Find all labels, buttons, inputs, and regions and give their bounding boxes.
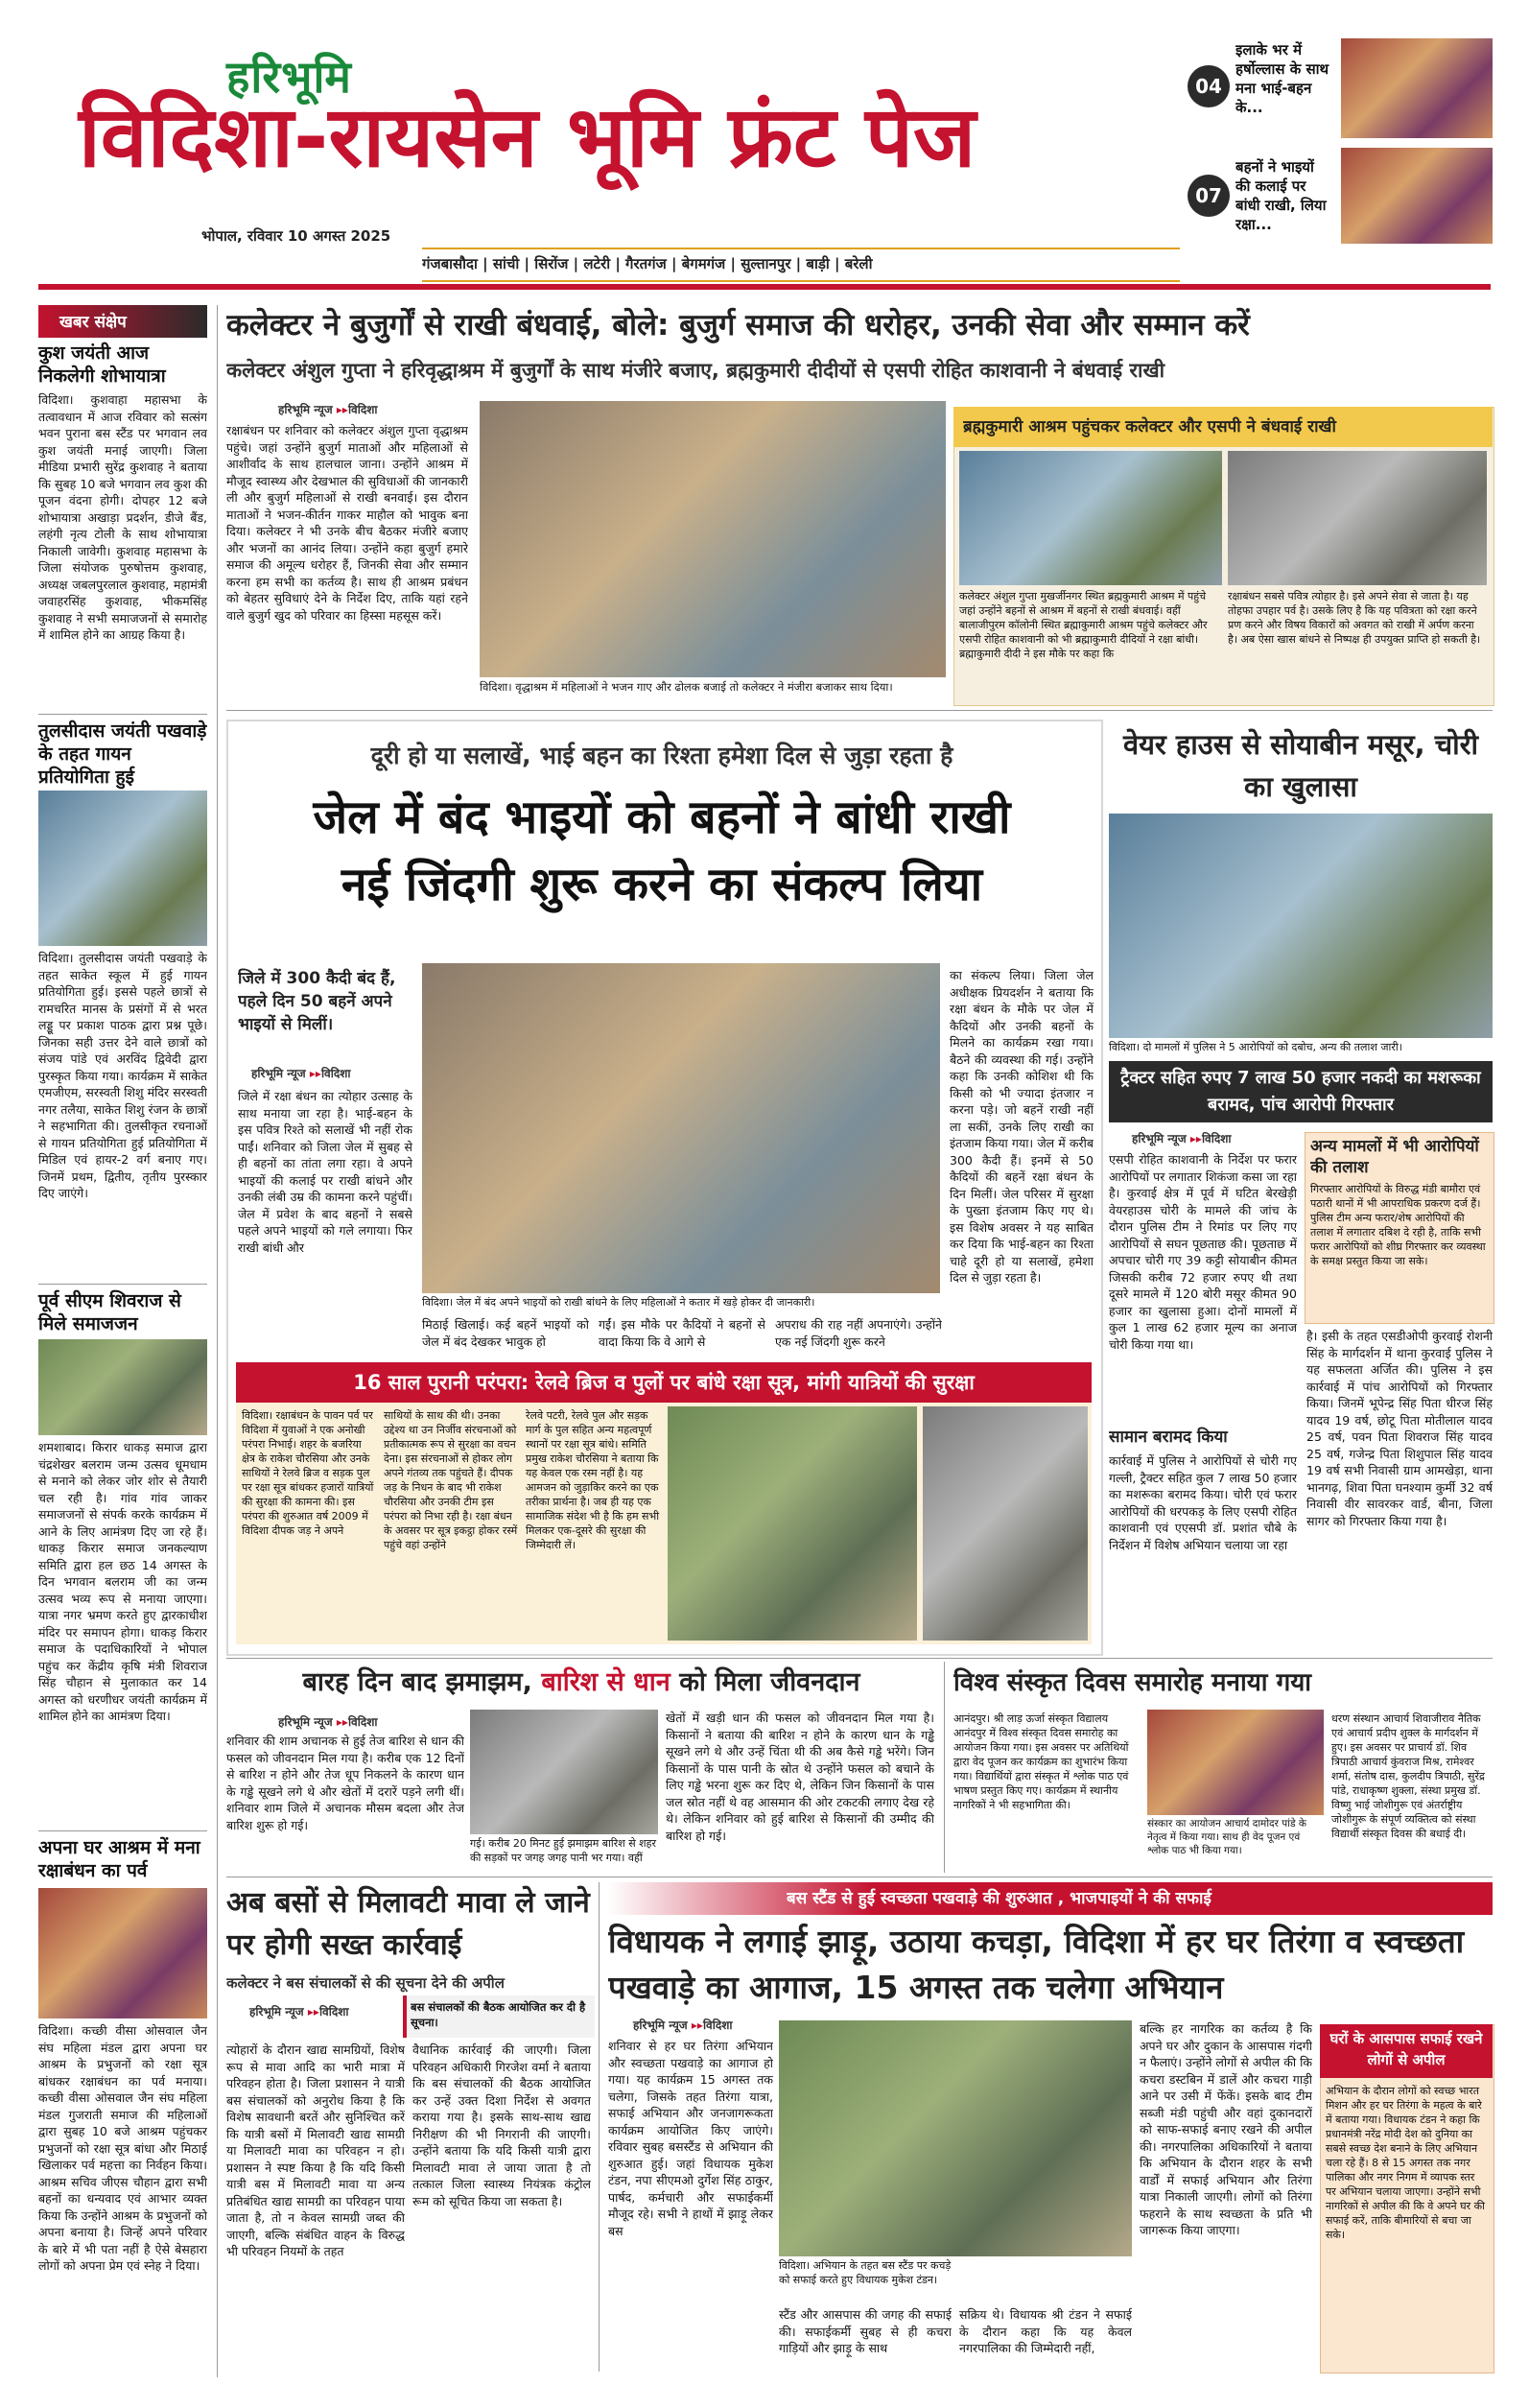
- brief-1-headline: कुश जयंती आज निकलेगी शोभायात्रा: [38, 342, 166, 387]
- collector-photo: [480, 401, 946, 677]
- brand-logo: हरिभूमि: [226, 51, 352, 103]
- teaser-text: इलाके भर में हर्षोल्लास के साथ मना भाई-बहन के...: [1235, 41, 1329, 116]
- brief-3-headline: पूर्व सीएम शिवराज से मिले समाजजन: [38, 1290, 181, 1334]
- warehouse-box-headline: अन्य मामलों में भी आरोपियों की तलाश: [1310, 1137, 1479, 1177]
- cleanliness-body-4: बल्कि हर नागरिक का कर्तव्य है कि अपने घर और दुकान के आसपास गंदगी न फैलाएं। उन्होंने लोगों से अपील की कि कचरा डस्टबिन में डालें और कचरा गाड़ी आने पर उसी में फेंकें। इसके बाद टीम सब्जी मंडी पहुंची और वहां दुकानदारों को साफ-सफाई बनाए रखने की अपील की। नगरपालिका अधिकारियों ने बताया कि अभियान के दौरान शहर के सभी वार्डों में सफाई अभियान और तिरंगा यात्रा निकाली जाएगी। लोगों को तिरंगा फहराने के साथ स्वच्छता के प्रति भी जागरूक किया जाएगा।: [1140, 2021, 1312, 2237]
- warehouse-body-2: कार्रवाई में पुलिस ने आरोपियों से चोरी गए गल्ली, ट्रैक्टर सहित कुल 7 लाख 50 हजार का मशरूका बरामद किया। चोरी एवं फरार आरोपियों की धरपकड़ के लिए एसपी रोहित काशवानी एवं एएसपी डॉ. प्रशांत चौबे के निर्देशन में विशेष अभियान चलाया जा रहा: [1109, 1453, 1297, 1552]
- column-divider: [217, 305, 218, 2377]
- divider: [38, 714, 207, 715]
- rain-headline-b: बारिश से धान: [541, 1667, 670, 1697]
- rain-headline-a: बारह दिन बाद झमाझम,: [302, 1667, 532, 1697]
- city-item[interactable]: बरेली: [844, 255, 873, 272]
- bus-note: बस संचालकों की बैठक आयोजित कर दी है सूचना।: [411, 2000, 586, 2029]
- city-item[interactable]: बेगमगंज: [681, 255, 726, 272]
- jail-body-4: अपराध की राह नहीं अपनाएंगे। उन्होंने एक नई जिंदगी शुरू करने: [775, 1317, 942, 1349]
- jail-headline-1: जेल में बंद भाइयों को बहनों ने बांधी राखी: [313, 791, 1011, 844]
- teaser-photo: [1341, 148, 1493, 244]
- jail-body-2: मिठाई खिलाई। कई बहनें भाइयों को जेल में बंद देखकर भावुक हो: [422, 1317, 589, 1349]
- divider: [38, 1830, 207, 1831]
- bus-subhead: कलेक्टर ने बस संचालकों से की सूचना देने की अपील: [226, 1974, 505, 1992]
- collector-subhead: कलेक्टर अंशुल गुप्ता ने हरिवृद्धाश्रम में बुजुर्गों के साथ मंजीरे बजाए, ब्रह्मकुमारी दीदीयों से एसपी रोहित काशवानी ने बंधवाई राखी: [226, 359, 1165, 382]
- jail-kicker: दूरी हो या सलाखें, भाई बहन का रिश्ता हमेशा दिल से जुड़ा रहता है: [370, 742, 953, 769]
- sidebar-caption-2: रक्षाबंधन सबसे पवित्र त्योहार है। इसे अपने सेवा से जाता है। यह तोहफा उपहार पर्व है। उसके लिए है कि यह पवित्रता को रक्षा करने प्रण करने और विषय विकारों को अवगत को राखी में अर्पण करना है। अब ऐसा खास बांधने से निष्पक्ष ही उपयुक्त प्राप्ति हो सकती है।: [1228, 590, 1481, 646]
- jail-body-5: का संकल्प लिया। जिला जेल अधीक्षक प्रियदर्शन ने बताया कि रक्षा बंधन के मौके पर जेल में कैदियों और उनकी बहनों के मिलने का कार्यक्रम रखा गया। बैठने की व्यवस्था की गई। उन्होंने कहा कि उनकी कोशिश थी कि किसी को भी ज्यादा इंतजार न करना पड़े। जो बहनें राखी नहीं ला सकीं, उनके लिए राखी का इंतजाम किया गया। जेल में करीब 300 कैदी हैं। इनमें से 50 कैदियों की बहनें रक्षा बंधन के दिन मिलीं। जेल परिसर में सुरक्षा के पुख्ता इंतजाम किए गए थे। इस विशेष अवसर ने यह साबित कर दिया कि भाई-बहन का रिश्ता चाहे दूरी हो या सलाखें, हमेशा दिल से जुड़ा रहता है।: [950, 968, 1094, 1285]
- city-strip: गंजबासौदा | सांची | सिरोंज | लटेरी | गैरतगंज | बेगमगंज | सुल्तानपुर | बाड़ी | बरेली: [422, 248, 1180, 282]
- jail-headline-2: नई जिंदगी शुरू करने का संकल्प लिया: [341, 858, 983, 911]
- photo-caption: विदिशा। दो मामलों में पुलिस ने 5 आरोपियों को दबोच, अन्य की तलाश जारी।: [1109, 1041, 1402, 1053]
- teaser-2[interactable]: [1180, 148, 1496, 253]
- warehouse-body-3: है। इसी के तहत एसडीओपी कुरवाई रोशनी सिंह के मार्गदर्शन में थाना कुरवाई पुलिस ने यह सफलता अर्जित की। पुलिस ने इस कार्रवाई में पांच आरोपियों को गिरफ्तार किया। जिनमें भूपेन्द्र सिंह पिता धीरज सिंह यादव 19 वर्ष, छोटू पिता मोतीलाल यादव 25 वर्ष, पवन पिता शिवराज सिंह यादव 25 वर्ष, गजेन्द्र पिता शिशुपाल सिंह यादव 19 वर्ष सभी निवासी ग्राम आमखेड़ा, थाना भानगढ़, शिवा पिता घनश्याम कुर्मी 32 वर्ष निवासी वीर सावरकर वार्ड, बीना, जिला सागर को गिरफ्तार किया गया है।: [1306, 1329, 1493, 1528]
- warehouse-box-body: गिरफ्तार आरोपियों के विरुद्ध मंडी बामौरा एवं पठारी थानों में भी आपराधिक प्रकरण दर्ज हैं। पुलिस टीम अन्य फरार/शेष आरोपियों की तलाश में लगातार दबिश दे रही है, ताकि सभी फरार आरोपियों को शीघ्र गिरफ्तार कर व्यवस्था के समक्ष प्रस्तुत किया जा सके।: [1310, 1183, 1486, 1267]
- cleanliness-kicker: बस स्टैंड से हुई स्वच्छता पखवाड़े की शुरुआत , भाजपाइयों ने की सफाई: [787, 1889, 1211, 1908]
- rain-body-1: शनिवार की शाम अचानक से हुई तेज बारिश से धान की फसल को जीवनदान मिल गया है। करीब एक 12 दिनों से बारिश न होने और तेज धूप निकलने के कारण धान के गड्ढे सूखने लगे थे और खेतों में दरारें पड़ने लगी थीं। शनिवार शाम जिले में अचानक मौसम बदला और तेज बारिश शुरू हो गई।: [226, 1734, 464, 1832]
- cleanliness-box-body: अभियान के दौरान लोगों को स्वच्छ भारत मिशन और हर घर तिरंगा के महत्व के बारे में बताया गया। विधायक टंडन ने कहा कि प्रधानमंत्री नरेंद्र मोदी देश को दुनिया का सबसे स्वच्छ देश बनाने के लिए अभियान चला रहे हैं। 8 से 15 अगस्त तक नगर पालिका और नगर निगम में व्यापक स्तर पर अभियान चलाया जाएगा। उन्होंने सभी नागरिकों से अपील की कि वे अपने घर की सफाई करें, ताकि बीमारियों से बचा जा सके।: [1326, 2085, 1485, 2241]
- teaser-1[interactable]: [1180, 38, 1496, 144]
- teaser-photo: [1341, 38, 1493, 138]
- city-item[interactable]: सिरोंज: [534, 255, 569, 272]
- column-divider: [599, 1882, 600, 2372]
- brief-1-body: विदिशा। कुशवाहा महासभा के तत्वावधान में आज रविवार को सत्संग भवन पुराना बस स्टैंड पर भगवान लव कुश जयंती मनाई जाएगी। जिला मीडिया प्रभारी सुरेंद्र कुशवाह ने बताया कि सुबह 10 बजे भगवान लव कुश की पूजन वंदना होगी। दोपहर 12 बजे शोभायात्रा अखाड़ा प्रदर्शन, डीजे बैंड, लहंगी नृत्य टोली के साथ शोभायात्रा निकाली जावेगी। कुशवाह महासभा के जिला संयोजक पुरुषोत्तम कुशवाह, अध्यक्ष जबलपुरलाल कुशवाह, महामंत्री जवाहरसिंह कुशवाह, भीकमसिंह कुशवाह ने सभी समाजजनों से समारोह में शामिल होने का आग्रह किया है।: [38, 392, 207, 642]
- teaser-text: बहनों ने भाइयों की कलाई पर बांधी राखी, लिया रक्षा...: [1235, 158, 1327, 233]
- byline: हरिभूमि न्यूज ▸▸विदिशा: [633, 2018, 733, 2032]
- cleanliness-photo: [779, 2020, 1132, 2256]
- sidebar-title: ब्रह्मकुमारी आश्रम पहुंचकर कलेक्टर और एसपी ने बंधवाई राखी: [963, 417, 1336, 437]
- sanskrit-body-2: धरण संस्थान आचार्य शिवाजीराव नैतिक एवं आचार्य प्रदीप शुक्ल के मार्गदर्शन में हुए। इस अवसर पर प्राचार्य डॉ. शिव त्रिपाठी आचार्य कुंवराज मिश्र, रामेश्वर शर्मा, संतोष दास, कुलदीप त्रिपाठी, सुरेंद्र पांडे, राधाकृष्ण शुक्ला, संस्था प्रमुख डॉ. विष्णु भाई जोशीगुरू एवं अंतर्राष्ट्रीय जोशीगुरू के संपूर्ण व्यक्तित्व को संस्था विद्यार्थी संस्कृत दिवस की बधाई दी।: [1331, 1712, 1485, 1840]
- bridge-headline: 16 साल पुरानी परंपरा: रेलवे ब्रिज व पुलों पर बांधे रक्षा सूत्र, मांगी यात्रियों की सुरक्षा: [353, 1371, 975, 1394]
- photo-caption: गई। करीब 20 मिनट हुई झमाझम बारिश से शहर की सड़कों पर जगह जगह पानी भर गया। वहीं: [470, 1837, 656, 1864]
- cleanliness-body-1: शनिवार से हर घर तिरंगा अभियान और स्वच्छता पखवाड़े का आगाज हो गया। यह कार्यक्रम 15 अगस्त तक चलेगा, जिसके तहत तिरंगा यात्रा, सफाई अभियान और जनजागरूकता कार्यक्रम आयोजित किए जाएंगे। रविवार सुबह बसस्टैंड से अभियान की शुरुआत हुई। जहां विधायक मुकेश टंडन, नपा सीएमओ दुर्गेश सिंह ठाकुर, पार्षद, कर्मचारी और सफाईकर्मी मौजूद रहे। सभी ने हाथों में झाड़ू लेकर बस: [608, 2039, 773, 2238]
- bridge-photo-2: [923, 1406, 1088, 1641]
- brief-2-headline: तुलसीदास जयंती पखवाड़े के तहत गायन प्रतियोगिता हुई: [38, 720, 207, 788]
- city-item[interactable]: सुल्तानपुर: [741, 255, 791, 272]
- sidebar-photo-1: [959, 451, 1222, 585]
- column-divider: [944, 1662, 945, 1873]
- byline: हरिभूमि न्यूज ▸▸विदिशा: [278, 403, 378, 416]
- photo-caption: विदिशा। जेल में बंद अपने भाइयों को राखी बांधने के लिए महिलाओं ने कतार में खड़े होकर दी जानकारी।: [422, 1296, 815, 1309]
- divider: [38, 1284, 207, 1285]
- photo-caption: विदिशा। वृद्धाश्रम में महिलाओं ने भजन गाए और ढोलक बजाई तो कलेक्टर ने मंजीरा बजाकर साथ दिया।: [480, 680, 893, 694]
- city-item[interactable]: गंजबासौदा: [422, 255, 478, 272]
- byline: हरिभूमि न्यूज ▸▸विदिशा: [249, 2005, 349, 2018]
- city-item[interactable]: लटेरी: [583, 255, 611, 272]
- brief-4-photo: [38, 1888, 207, 2018]
- rain-headline: [226, 1662, 936, 1704]
- sanskrit-body: आनंदपुर। श्री लाड़ ऊर्जा संस्कृत विद्यालय आनंदपुर में विश्व संस्कृत दिवस समारोह का आयोजन किया गया। इस अवसर पर अतिथियों द्वारा वेद पूजन कर कार्यक्रम का शुभारंभ किया गया। विद्यार्थियों द्वारा संस्कृत में श्लोक पाठ एवं भाषण प्रस्तुत किए गए। कार्यक्रम में स्थानीय नागरिकों ने भी सहभागिता की।: [953, 1712, 1129, 1811]
- city-item[interactable]: बाड़ी: [806, 255, 830, 272]
- bus-body-2: वैधानिक कार्रवाई की जाएगी। जिला परिवहन अधिकारी गिरजेश वर्मा ने बताया कि बस संचालकों की बैठक आयोजित कर उन्हें उक्त दिशा निर्देश से अवगत कराया गया है। इसके साथ-साथ खाद्य निरीक्षण की भी निगरानी की जाएगी। उन्होंने बताया कि यदि किसी यात्री द्वारा मिलावटी मावा ले जाया जाता है तो तत्काल जिला स्वास्थ्य नियंत्रक कंट्रोल रूम को सूचित किया जा सकता है।: [412, 2042, 591, 2208]
- jail-body-1: जिले में रक्षा बंधन का त्योहार उत्साह के साथ मनाया जा रहा है। भाई-बहन के इस पवित्र रिश्ते को सलाखें भी नहीं रोक पाईं। शनिवार को जिला जेल में सुबह से ही बहनों का तांता लगा रहा। वे अपने भाइयों की कलाई पर राखी बांधने और उनकी लंबी उम्र की कामना करने पहुंचीं। जेल में प्रवेश के बाद बहनों ने सबसे पहले अपने भाइयों को गले लगाया। फिर राखी बांधी और: [238, 1089, 412, 1255]
- sidebar-photo-2: [1228, 451, 1487, 585]
- brief-2-body: विदिशा। तुलसीदास जयंती पखवाड़े के तहत साकेत स्कूल में हुई गायन प्रतियोगिता हुई। इससे पहले छात्रों से रामचरित मानस के प्रसंगों में से भरत लड्डू पर प्रकाश पाठक द्वारा प्रश्न पूछे। जिनका सही उत्तर देने वाले छात्रों को संजय पांडे एवं अरविंद द्विवेदी द्वारा पुरस्कृत किया गया। कार्यक्रम में साकेत एमजीएम, सरस्वती शिशु मंदिर सरस्वती नगर तलैया, साकेत शिशु रंजन के छात्रों ने सहभागिता की। तुलसीकृत रचनाओं से गायन प्रतियोगिता हुई प्रतियोगिता में मिडिल एवं हायर-2 वर्ग बनाए गए। जिनमें प्रथम, द्वितीय, तृतीय पुरस्कार दिए जाएंगे।: [38, 951, 207, 1200]
- cleanliness-body-3: सक्रिय थे। विधायक श्री टंडन ने सफाई के दौरान कहा कि यह केवल नगरपालिका की जिम्मेदारी नहीं,: [959, 2307, 1132, 2355]
- bus-headline: अब बसों से मिलावटी मावा ले जाने पर होगी सख्त कार्रवाई: [226, 1886, 590, 1962]
- page-title: विदिशा-रायसेन भूमि फ्रंट पेज: [79, 87, 976, 186]
- cleanliness-headline: विधायक ने लगाई झाड़ू, उठाया कचड़ा, विदिशा में हर घर तिरंगा व स्वच्छता पखवाड़े का आगाज, 15 अगस्त तक चलेगा अभियान: [608, 1923, 1465, 2006]
- rain-headline-c: को मिला जीवनदान: [679, 1667, 860, 1697]
- sanskrit-headline: विश्व संस्कृत दिवस समारोह मनाया गया: [953, 1668, 1312, 1697]
- brief-3-photo: [38, 1339, 207, 1435]
- byline: हरिभूमि न्यूज ▸▸विदिशा: [1132, 1132, 1232, 1145]
- rain-body-2: खेतों में खड़ी धान की फसल को जीवनदान मिल गया है। किसानों ने बताया की बारिश न होने के कारण धान के गड्ढे सूखने लगे थे और उन्हें चिंता थी की अब कैसे गड्ढे भरेंगे। जिन किसानों के पास पानी के स्रोत थे उन्होंने फसल को बचाने के लिए गड्ढे भरना शुरू कर दिए थे, लेकिन जिन किसानों के पास जल स्रोत नहीं थे वह आसमान की ओर टकटकी लगाए देख रहे थे। लेकिन शनिवार को हुई बारिश से किसानों की उम्मीद की बारिश हो गई।: [666, 1711, 934, 1843]
- jail-photo: [422, 963, 940, 1293]
- warehouse-photo: [1109, 814, 1493, 1038]
- bridge-photo-1: [668, 1406, 917, 1641]
- collector-body: रक्षाबंधन पर शनिवार को कलेक्टर अंशुल गुप्ता वृद्धाश्रम पहुंचे। जहां उन्होंने बुजुर्ग माताओं और महिलाओं से आशीर्वाद के साथ हालचाल जाना। उन्होंने आश्रम में मौजूद स्वास्थ्य और देखभाल की सुविधाओं की जानकारी ली और बुजुर्ग महिलाओं से राखी बनवाई। इस दौरान माताओं ने भजन-कीर्तन गाकर माहौल को भावुक बना दिया। कलेक्टर ने भी उनके बीच बैठकर मंजीरे बजाए और भजनों का आनंद लिया। उन्होंने कहा बुजुर्ग हमारे समाज की अमूल्य धरोहर हैं, जिनकी सेवा और सम्मान करना हम सभी का कर्तव्य है। साथ ही आश्रम प्रबंधन को बेहतर सुविधाएं देने के निर्देश दिए, ताकि यहां रहने वाले बुजुर्ग खुद को परिवार का हिस्सा महसूस करें।: [226, 423, 468, 623]
- brief-2-photo: [38, 791, 207, 946]
- collector-headline: कलेक्टर ने बुजुर्गों से राखी बंधवाई, बोले: बुजुर्ग समाज की धरोहर, उनकी सेवा और सम्मान करें: [226, 308, 1250, 342]
- rain-photo: [470, 1710, 658, 1834]
- cleanliness-body-2: स्टैंड और आसपास की जगह की सफाई की। सफाईकर्मी सुबह से ही कचरा गाड़ियों और झाड़ू के साथ: [779, 2307, 952, 2355]
- sidebar-caption-1: कलेक्टर अंशुल गुप्ता मुखर्जीनगर स्थित ब्रह्मकुमारी आश्रम में पहुंचे जहां उन्होंने बहनों से आश्रम में बहनों से राखी बंधवाई। वहीं बालाजीपुरम कॉलोनी स्थित ब्रह्माकुमारी आश्रम पहुंचे कलेक्टर और एसपी रोहित काशवानी को भी ब्रह्माकुमारी दीदियों ने रक्षा बांधी। ब्रह्माकुमारी दीदी ने इस मौके पर कहा कि: [959, 590, 1208, 660]
- city-item[interactable]: गैरतगंज: [625, 255, 667, 272]
- divider: [226, 710, 1493, 711]
- warehouse-body-1: एसपी रोहित काशवानी के निर्देश पर फरार आरोपियों पर लगातार शिकंजा कसा जा रहा है। कुरवाई क्षेत्र में पूर्व में घटित बेरखेड़ी वेयरहाउस चोरी के मामले की जांच के दौरान पुलिस टीम ने रिमांड पर लिए गए आरोपियों से सघन पूछताछ की। पूछताछ में अपचार चोरी गए 39 कट्टी सोयाबीन कीमत जिसकी करीब 72 हजार रुपए थी तथा दूसरे मामले में 120 बोरी मसूर कीमत 90 हजार का खुलासा हुआ। दोनों मामलों में कुल 1 लाख 62 हजार मूल्य का अनाज चोरी किया गया था।: [1109, 1152, 1297, 1352]
- divider: [226, 1658, 1493, 1659]
- photo-caption: विदिशा। अभियान के तहत बस स्टैंड पर कचड़े को सफाई करते हुए विधायक मुकेश टंडन।: [779, 2259, 952, 2286]
- photo-caption: संस्कार का आयोजन आचार्य दामोदर पांडे के नेतृत्व में किया गया। साथ ही वेद पूजन एवं श्लोक पाठ भी किया गया।: [1147, 1818, 1306, 1856]
- briefs-label-text: खबर संक्षेप: [59, 313, 127, 332]
- sanskrit-photo: [1147, 1710, 1324, 1815]
- brief-3-body: शमशाबाद। किरार धाकड़ समाज द्वारा चंद्रशेखर बलराम जन्म उत्सव धूमधाम से मनाने को लेकर जोर शोर से तैयारी चल रही है। गांव गांव जाकर समाजजनों से संपर्क करके कार्यक्रम में आने के लिए आमंत्रण दिए जा रहे हैं। धाकड़ किरार समाज जनकल्याण समिति द्वारा हल छठ 14 अगस्त के दिन भगवान बलराम जी का जन्म उत्सव भव्य रूप से मनाया जाएगा। यात्रा नगर भ्रमण करते हुए द्वारकाधीश मंदिर पर समापन होगा। धाकड़ किरार समाज के पदाधिकारियों ने भोपाल पहुंच कर केंद्रीय कृषि मंत्री शिवराज सिंह चौहान से मुलाकात कर 14 अगस्त को धरणीधर जयंती कार्यक्रम में शामिल होने का आमंत्रण दिया।: [38, 1440, 207, 1723]
- byline: हरिभूमि न्यूज ▸▸विदिशा: [251, 1067, 351, 1080]
- brief-4-body: विदिशा। कच्छी वीसा ओसवाल जैन संघ महिला मंडल द्वारा अपना घर आश्रम के प्रभुजनों को रक्षा सूत्र बांधकर रक्षाबंधन का पर्व मनाया। कच्छी वीसा ओसवाल जैन संघ महिला मंडल गुजराती समाज की महिलाओं द्वारा सुबह 10 बजे आश्रम पहुंचकर प्रभुजनों को रक्षा सूत्र बांधा और मिठाई खिलाकर पर्व महत्ता का निर्वहन किया। आश्रम सचिव जीएस चौहान द्वारा सभी बहनों का धन्यवाद एवं आभार व्यक्त किया कि उन्होंने आश्रम के प्रभुजनों को अपना बनाया है। जिन्हें अपने परिवार के बारे में भी पता नहीं है ऐसे बेसहारा लोगों को अपना प्रेम एवं स्नेह ने दिया।: [38, 2023, 207, 2273]
- warehouse-subhead: ट्रैक्टर सहित रुपए 7 लाख 50 हजार नकदी का मशरूका बरामद, पांच आरोपी गिरफ्तार: [1120, 1068, 1481, 1115]
- bridge-body-2: साथियों के साथ की थी। उनका उद्देश्य था उन निर्जीव संरचनाओं को प्रतीकात्मक रूप से सुरक्षा का वचन देना। इस संरचनाओं से होकर लोग अपने गंतव्य तक पहुंचते हैं। दीपक जड़ के निधन के बाद भी राकेश चौरसिया और उनकी टीम इस परंपरा को निभा रही है। रक्षा बंधन के अवसर पर सूत्र इकट्ठा होकर रस्में पहुंचे वहां उन्होंने: [384, 1409, 518, 1551]
- bridge-body-1: विदिशा। रक्षाबंधन के पावन पर्व पर विदिशा में युवाओं ने एक अनोखी परंपरा निभाई। शहर के बजरिया क्षेत्र के राकेश चौरसिया और उनके साथियों ने रेलवे ब्रिज व सड़क पुल पर रक्षा सूत्र बांधकर हजारों यात्रियों की सुरक्षा की कामना की। इस परंपरा की शुरुआत वर्ष 2009 में विदिशा दीपक जड़ ने अपने: [242, 1409, 374, 1537]
- jail-intro: जिले में 300 कैदी बंद हैं, पहले दिन 50 बहनें अपने भाइयों से मिलीं।: [238, 969, 396, 1034]
- dateline: भोपाल, रविवार 10 अगस्त 2025: [201, 227, 391, 245]
- bus-body-1: त्योहारों के दौरान खाद्य सामग्रियों, विशेष रूप से मावा आदि का भारी मात्रा में परिवहन होता है। जिला प्रशासन ने यात्री बस संचालकों को अनुरोध किया है कि विशेष सावधानी बरतें और सुनिश्चित करें कि यात्री बसों में मिलावटी खाद्य सामग्री या मिलावटी मावा का परिवहन न हो। प्रशासन ने स्पष्ट किया है कि यदि किसी यात्री बस में मिलावटी मावा या अन्य प्रतिबंधित खाद्य सामग्री का परिवहन पाया जाता है, तो न केवल सामग्री जब्त की जाएगी, बल्कि संबंधित वाहन के विरुद्ध भी परिवहन नियमों के तहत: [226, 2042, 405, 2258]
- brief-4-headline: अपना घर आश्रम में मना रक्षाबंधन का पर्व: [38, 1837, 200, 1881]
- bridge-body-3: रेलवे पटरी, रेलवे पुल और सड़क मार्ग के पुल सहित अन्य महत्वपूर्ण स्थानों पर रक्षा सूत्र बांधे। समिति प्रमुख राकेश चौरसिया ने बताया कि यह केवल एक रस्म नहीं है। यह आमजन को जुड़ाकिर करने का एक तरीका प्रार्थना है। जब ही यह एक सामाजिक संदेश भी है कि हम सभी मिलकर एक-दूसरे की सुरक्षा की जिम्मेदारी लें।: [526, 1409, 660, 1551]
- teaser-number: 07: [1188, 175, 1230, 217]
- warehouse-subhead-2: सामान बरामद किया: [1109, 1428, 1228, 1447]
- jail-body-3: गईं। इस मौके पर कैदियों ने बहनों से वादा किया कि वे आगे से: [599, 1317, 765, 1349]
- cleanliness-box-headline: घरों के आसपास सफाई रखने लोगों से अपील: [1329, 2030, 1483, 2068]
- city-item[interactable]: सांची: [492, 255, 520, 272]
- header-rule: [38, 284, 1491, 290]
- byline: हरिभूमि न्यूज ▸▸विदिशा: [278, 1715, 378, 1729]
- teaser-number: 04: [1188, 65, 1230, 107]
- warehouse-headline: वेयर हाउस से सोयाबीन मसूर, चोरी का खुलासा: [1122, 728, 1479, 803]
